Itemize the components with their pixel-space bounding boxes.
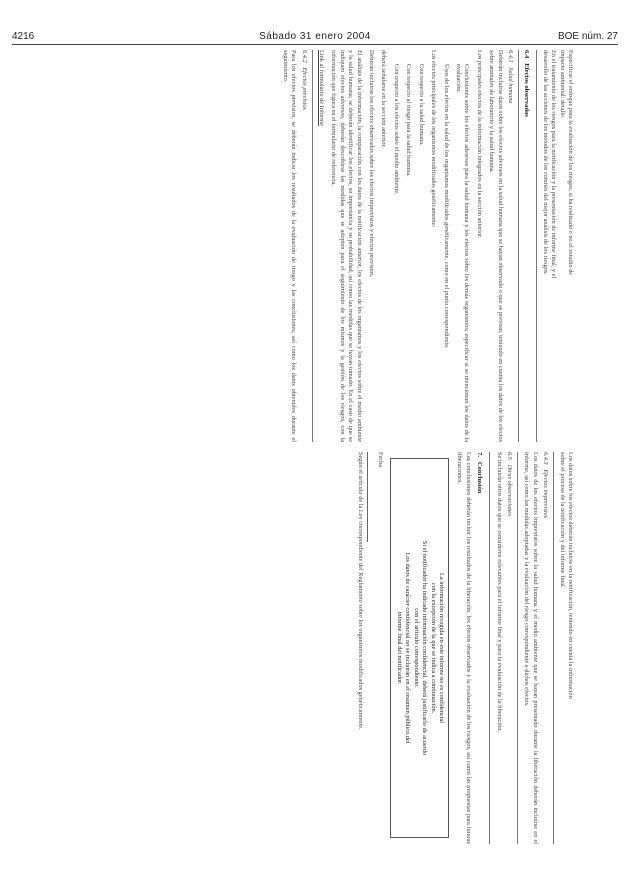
separator bbox=[553, 452, 554, 844]
section-title: Efectos observados bbox=[523, 63, 531, 117]
list-item: Con respecto a los efectos sobre el medio ambiente. bbox=[392, 64, 400, 195]
section-heading-6-5 bbox=[505, 452, 513, 844]
section-heading-6-4 bbox=[522, 50, 530, 442]
box-line: La información recogida en este informe no es confidencial bbox=[437, 572, 445, 723]
section-number: 6.4.1 bbox=[506, 50, 514, 63]
footnote-rule bbox=[367, 452, 368, 542]
paragraph: Las conclusiones deberán incluir los resultados de la liberación, los efectos observados y la evaluación de los riesgos, así como las propuestas para futuras liberaciones. bbox=[456, 452, 472, 844]
separator bbox=[518, 50, 519, 442]
header-rule bbox=[12, 44, 618, 45]
separator bbox=[489, 452, 490, 844]
intro-line: sobre el proceso de la notificación y del informe final. bbox=[558, 452, 566, 589]
tail-sentence: deberá señalarse en la sección anterior. bbox=[380, 50, 388, 148]
list-item: Con respecto al riesgo para la salud humana. bbox=[405, 64, 413, 177]
issue-date: Sábado 31 enero 2004 bbox=[259, 31, 371, 42]
section-heading-6-4-2 bbox=[299, 50, 307, 442]
section-title: Otras observaciones bbox=[505, 464, 513, 517]
closing-paragraph: Para los efectos previstos, se deberán indicar los resultados de la evaluación de riesgo y las conclusiones, así como los datos obtenidos durante el seguimiento. bbox=[281, 50, 298, 442]
effects-line: Deberán incluirse los efectos observados sobre los efectos imprevistos y efectos previstos. bbox=[368, 50, 376, 278]
box-line: con el artículo correspondiente. bbox=[412, 608, 420, 688]
form-link[interactable]: Link al formulario de Informe bbox=[318, 50, 326, 126]
intro-line: En el tratamiento de los riesgos para la notificación y la presentación de informe final, y el bbox=[550, 50, 558, 279]
intro-line: Los datos sobre los efectos deberán incluirse en la notificación, teniendo en cuenta la información bbox=[567, 452, 574, 699]
page-header bbox=[0, 0, 630, 42]
paragraph: Conclusiones sobre los efectos adversos para la salud humana y los efectos sobre los demás organismos; especificar si se mencionan los datos de la evaluación. bbox=[454, 64, 471, 442]
footnote: Según el artículo de la Ley correspondiente del Reglamento sobre los organismos modificados genéticamente. bbox=[357, 452, 365, 730]
confidentiality-box bbox=[391, 458, 449, 838]
separator bbox=[312, 50, 313, 442]
section-number: 6.4.2 bbox=[300, 50, 308, 63]
rotated-text-block-top bbox=[281, 50, 574, 442]
section-heading-7 bbox=[475, 452, 483, 844]
separator bbox=[517, 452, 518, 844]
box-line: Si el notificador ha indicado información confidencial, deberá justificarlo de acuerdo bbox=[421, 540, 429, 756]
section-title: Efectos imprevistos bbox=[542, 469, 550, 519]
box-line: informe final del notificador. bbox=[395, 611, 403, 685]
section-heading-6-4-1 bbox=[506, 50, 514, 442]
paragraph: Usos de los efectos en la salud de los organismos modificados genéticamente, como en el punto correspondiente. bbox=[442, 64, 450, 349]
separator bbox=[536, 50, 537, 442]
publication-name: BOE núm. 27 bbox=[557, 31, 618, 42]
box-line: Los datos de carácter confidencial no se incluirán en el resumen público del bbox=[404, 552, 412, 744]
section-title: Salud humana bbox=[506, 67, 514, 104]
box-line: con la excepción de la que se indica a continuación. bbox=[429, 582, 437, 714]
section-number: 6.5 bbox=[505, 452, 513, 460]
list-item: Con respecto a la salud humana. bbox=[417, 64, 425, 146]
rotated-text-block-bottom bbox=[302, 452, 574, 844]
section-number: 7. bbox=[476, 452, 484, 457]
intro-line: impacto ambiental: detalle. bbox=[558, 50, 566, 119]
intro-line: desarrollo de las acciones de los métodos de los comités del mejor análisis de los riesgos. bbox=[541, 50, 549, 275]
paragraph: Los datos de los efectos imprevistos sobre la salud humana y el medio ambiente que se hayan presentado durante la liberación deberán incluirse en el informe, así como las medidas adoptadas y la evaluación del riesgo correspondiente a dichos efectos. bbox=[523, 452, 539, 844]
date-label: Fecha bbox=[377, 452, 385, 468]
intro-line: Especificar el enfoque para la evaluación de los riesgos, si ha realizado o no el estudio de bbox=[567, 50, 574, 276]
list-intro: Los efectos principales de los organismos modificados genéticamente: bbox=[430, 50, 438, 228]
paragraph: Se incluirán otros datos que se consideren relevantes para el informe final y para la evaluación de la liberación. bbox=[495, 452, 503, 732]
paragraph: Los principales efectos de la información integrados en la sección anterior. bbox=[475, 50, 483, 239]
section-heading-6-4-3 bbox=[541, 452, 549, 844]
dense-paragraph: El análisis de la información, la comparación con los datos de la notificación anterior, los efectos de los organismos y los efectos sobre el medio ambiente y la salud humana; se deberán identificar los efectos, su importancia y su probabilidad, así como las medidas que se hayan tomado. En el caso de que se indiquen efectos adversos, deberán describirse las medidas que se adopten para el seguimiento de los mismos y la gestión de los riesgos, con la información que figura en el formulario de referencia. bbox=[330, 50, 363, 442]
section-title: Conclusión bbox=[476, 461, 484, 494]
page-number: 4216 bbox=[12, 31, 35, 42]
section-number: 6.4.3 bbox=[542, 452, 550, 465]
paragraph: Deberán incluirse datos sobre los efectos adversos en la salud humana que se hayan observado o que se prevean, teniendo en cuenta los datos de los efectos sobre animales de laboratorio y la salud humana. bbox=[488, 50, 504, 442]
section-number: 6.4 bbox=[523, 50, 531, 59]
section-title: Efectos previstos bbox=[300, 67, 308, 110]
